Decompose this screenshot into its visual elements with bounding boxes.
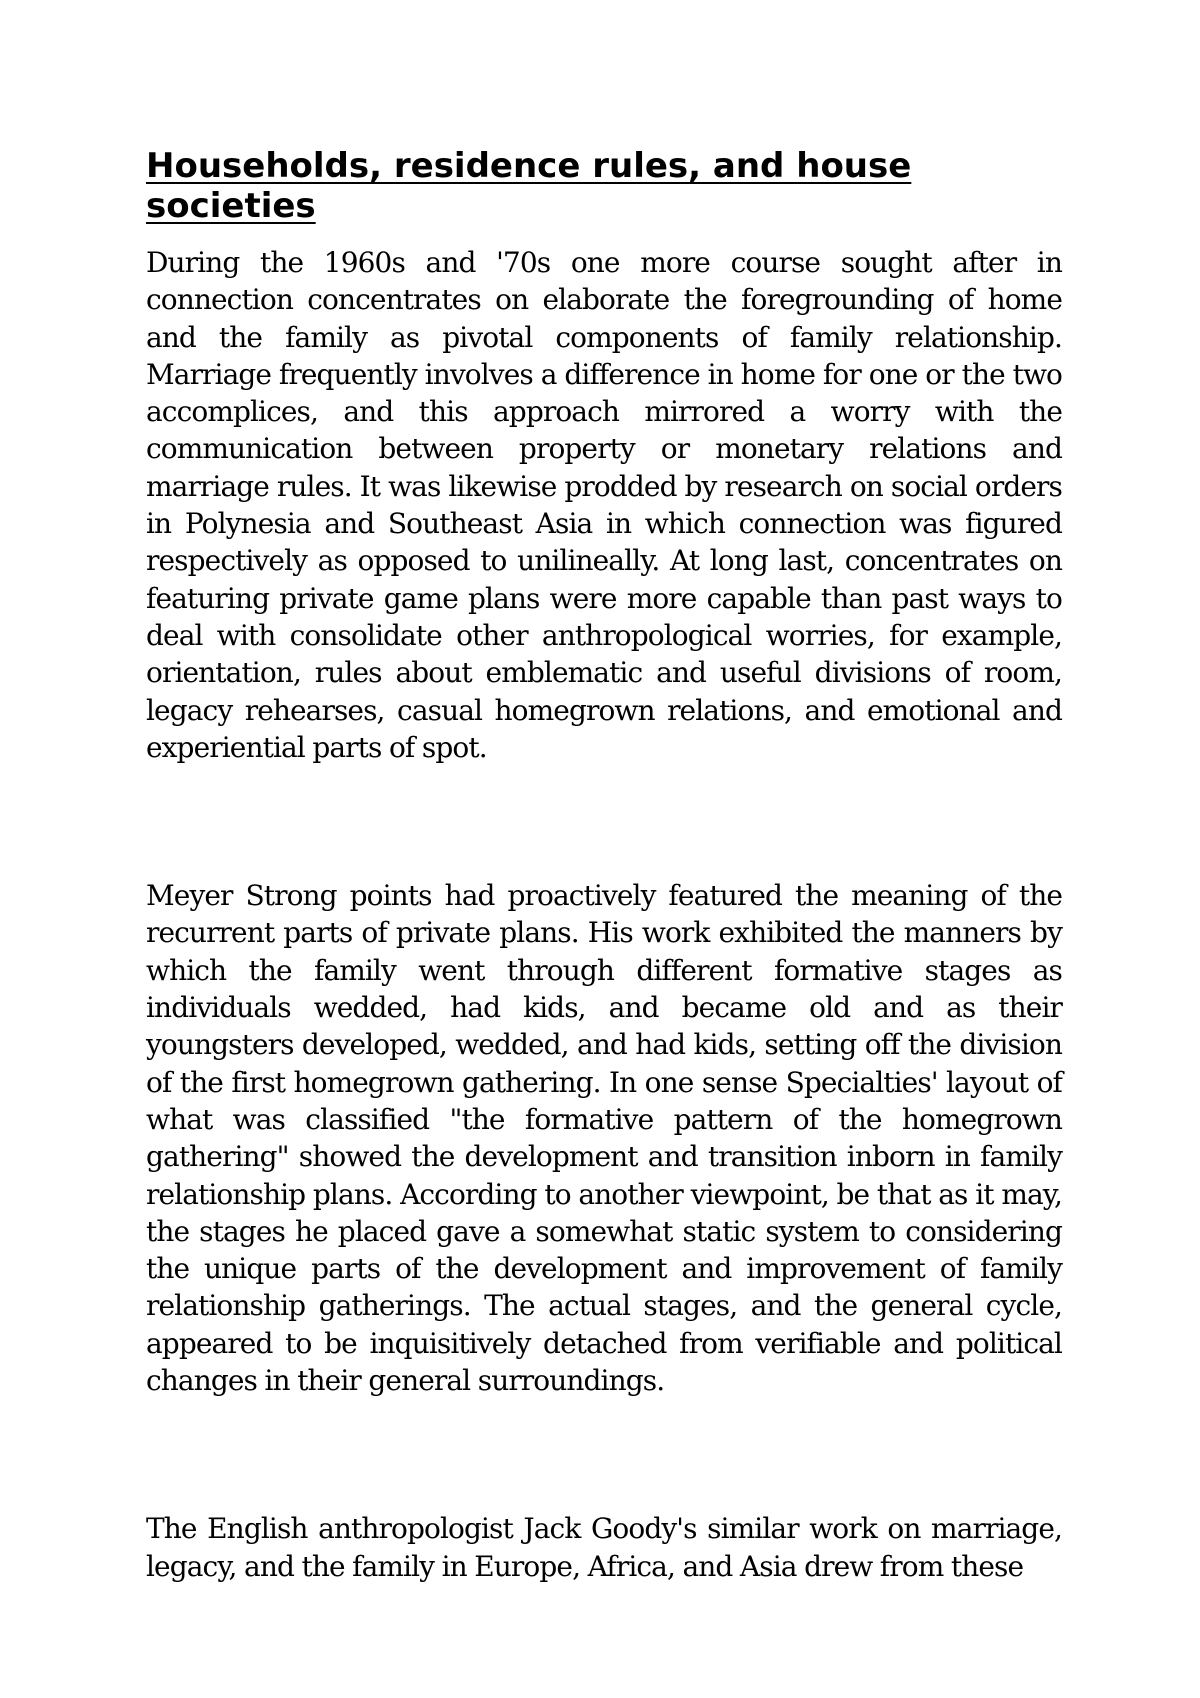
document-title: Households, residence rules, and house societies <box>146 146 912 226</box>
paragraph-3: The English anthropologist Jack Goody's similar work on marriage, legacy, and the family in Europe, Africa, and Asia drew from these <box>146 1512 1062 1583</box>
paragraph-1: During the 1960s and '70s one more course sought after in connection concentrates on elaborate the foregrounding of home and the family as pivotal components of family relationship. Marriage frequently involves a difference in home for one or the two accomplices, and this approach mirrored a worry with the communication between property or monetary relations and marriage rules. It was likewise prodded by research on social orders in Polynesia and Southeast Asia in which connection was figured respectively as opposed to unilineally. At long last, concentrates on featuring private game plans were more capable than past ways to deal with consolidate other anthropological worries, for example, orientation, rules about emblematic and useful divisions of room, legacy rehearses, casual homegrown relations, and emotional and experiential parts of spot. <box>146 246 1062 764</box>
document-body <box>146 146 1062 1585</box>
paragraph-2: Meyer Strong points had proactively featured the meaning of the recurrent parts of private plans. His work exhibited the manners by which the family went through different formative stages as individuals wedded, had kids, and became old and as their youngsters developed, wedded, and had kids, setting off the division of the first homegrown gathering. In one sense Specialties' layout of what was classified "the formative pattern of the homegrown gathering" showed the development and transition inborn in family relationship plans. According to another viewpoint, be that as it may, the stages he placed gave a somewhat static system to considering the unique parts of the development and improvement of family relationship gatherings. The actual stages, and the general cycle, appeared to be inquisitively detached from verifiable and political changes in their general surroundings. <box>146 879 1062 1398</box>
